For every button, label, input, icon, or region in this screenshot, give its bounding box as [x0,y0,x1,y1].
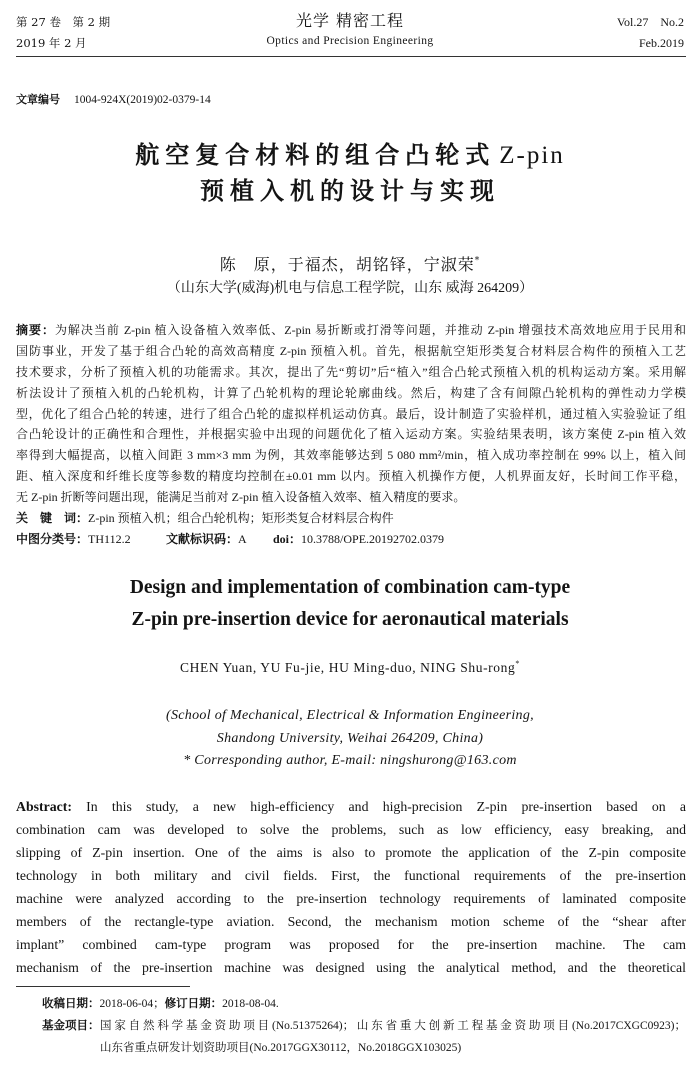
abstract-cn-text: 为解决当前 Z-pin 植入设备植入效率低、Z-pin 易折断或打滑等问题，并推动 Z-pin 增强技术高效地应用于民用和 [54,323,686,337]
funding-lines [100,1015,686,1059]
abstract-cn-line: 合凸轮设计的正确性和合理性，并根据实验中出现的问题优化了植入运动方案。实验结果表明，该方案使 Z-pin 植入效 [16,427,686,442]
authors-cn-names: 陈 原，于福杰，胡铭铎，宁淑荣 [219,255,475,274]
article-number [16,92,211,108]
funding-label: 基金项目： [42,1020,100,1032]
authors-en-names: CHEN Yuan, YU Fu-jie, HU Ming-duo, NING Shu-rong [180,660,516,675]
document-code-value: A [238,531,247,546]
issue-date-en: Feb.2019 [639,36,684,50]
journal-title-cn: 光学 精密工程 [295,11,405,30]
keywords-cn-label: 关 键 词： [16,511,89,526]
article-number-value: 1004-924X(2019)02-0379-14 [74,94,211,106]
doi-value: 10.3788/OPE.20192702.0379 [301,531,445,546]
issue-date-cn: 2019 年 2 月 [16,36,87,50]
revised-label: 修订日期： [164,998,223,1010]
affiliation-en-line-2: Shandong University, Weihai 264209, China) [216,730,484,746]
abstract-en-line [16,795,686,818]
doi [273,529,444,550]
corresponding-mark-cn: * [474,256,481,266]
footnotes [42,993,686,1059]
title-cn [0,137,700,209]
affiliation-en-line-1: (School of Mechanical, Electrical & Information Engineering, [166,708,534,723]
abstract-en-line: technology in both military and civil fields. First, the functional requirements of the pre-insertion [16,868,686,883]
header-journal [175,8,525,50]
title-en [0,572,700,636]
article-number-label: 文章编号 [16,93,60,106]
volume-issue-cn: 第 27 卷 第 2 期 [16,15,111,29]
clc-number [16,529,166,550]
keywords-cn-value: Z-pin 预植入机；组合凸轮机构；矩形类复合材料层合构件 [88,511,394,526]
received-date: 2018-06-04； [99,998,165,1010]
title-cn-line-1-text: 航空复合材料的组合凸轮式 [135,141,496,169]
abstract-en-line: members of the rectangle-type aviation. Second, the mechanism motion scheme of the “shear after [16,914,686,929]
affiliation-cn: （山东大学(威海)机电与信息工程学院，山东 威海 264209） [166,281,534,296]
revised-date: 2018-08-04. [222,998,279,1010]
abstract-cn-line [16,320,686,341]
received-label: 收稿日期： [42,998,100,1010]
abstract-cn-line: 率得到大幅提高，以植入间距 3 mm×3 mm 为例，其效率能够达到 5 080 mm²/min，植入成功率控制在 99% 以上，植入间 [16,448,686,463]
clc-value: TH112.2 [88,531,131,546]
abstract-cn-line: 析法设计了预植入机的凸轮机构，计算了凸轮机构的理论轮廓曲线。然后，构建了含有间隙凸轮机构的弹性动力学模 [16,385,686,400]
abstract-cn-line: 距、植入深度和纤维长度等参数的精度均控制在±0.01 mm 以内。预植入机操作方便，人机界面友好，长时间工作平稳， [16,469,686,484]
authors-cn [0,253,700,277]
abstract-cn-line: 无 Z-pin 折断等问题出现，能满足当前对 Z-pin 植入设备植入效率、植入精度的要求。 [16,490,466,505]
funding-line-2: 山东省重点研发计划资助项目(No.2017GGX30112，No.2018GGX103025) [100,1042,462,1054]
dates-row [42,993,686,1015]
journal-title-en: Optics and Precision Engineering [266,35,434,47]
keywords-cn [16,508,686,529]
abstract-en [16,795,686,979]
header-right [617,12,684,54]
abstract-en-text: In this study, a new high-efficiency and high-precision Z-pin pre-insertion based on a [86,799,686,814]
abstract-cn-line: 型，优化了组合凸轮的转速，进行了组合凸轮的虚拟样机运动仿真。最后，设计制造了实验样机，通过植入实验验证了组 [16,406,686,421]
title-en-line-1: Design and implementation of combination cam-type [129,577,571,598]
corresponding-mark-en: * [515,659,520,668]
title-cn-line-1-latin: Z-pin [499,142,565,169]
abstract-en-line: mechanism of the pre-insertion machine was designed using the analytical method, and the theoretical [16,960,686,975]
abstract-en-line: machine were analyzed according to the pre-insertion technology requirements of laminated composite [16,891,686,906]
volume-issue-en: Vol.27 No.2 [616,15,684,29]
abstract-cn [16,320,686,550]
abstract-en-line: slipping of Z-pin insertion. One of the aims is also to promote the application of the Z-pin composite [16,845,686,860]
document-code [166,529,273,550]
document-code-label: 文献标识码： [166,531,239,546]
title-en-line-2: Z-pin pre-insertion device for aeronautical materials [131,609,569,630]
corresponding-author-email: * Corresponding author, E-mail: ningshurong@163.com [183,753,517,768]
header-divider [16,56,686,57]
funding-line-1: 国家自然科学基金资助项目(No.51375264)；山东省重大创新工程基金资助项目(No.2017CXGC0923)； [100,1020,686,1032]
authors-en [0,658,700,678]
abstract-cn-line: 国防事业，开发了基于组合凸轮的高效高精度 Z-pin 预植入机。首先，根据航空矩形类复合材料层合构件的预植入工艺 [16,343,686,358]
abstract-en-line: implant” combined cam-type program was proposed for the pre-insertion machine. The cam [16,937,686,952]
abstract-cn-label: 摘要： [16,323,55,337]
abstract-en-label: Abstract: [16,799,72,814]
title-cn-line-1 [0,137,700,173]
doi-label: doi： [273,531,302,546]
clc-label: 中图分类号： [16,531,89,546]
footnote-divider [16,986,190,987]
abstract-en-line: combination cam was developed to solve the problems, such as low efficiency, easy breaking, and [16,822,686,837]
funding-row [42,1015,686,1059]
affiliation-en [0,705,700,773]
classification-line [16,529,686,550]
title-cn-line-2: 预植入机的设计与实现 [200,177,500,205]
header-left [16,12,110,54]
abstract-cn-line: 技术要求，分析了预植入机的功能需求。其次，提出了先“剪切”后“植入”组合凸轮式预植入机的机构运动方案。采用解 [16,364,686,379]
